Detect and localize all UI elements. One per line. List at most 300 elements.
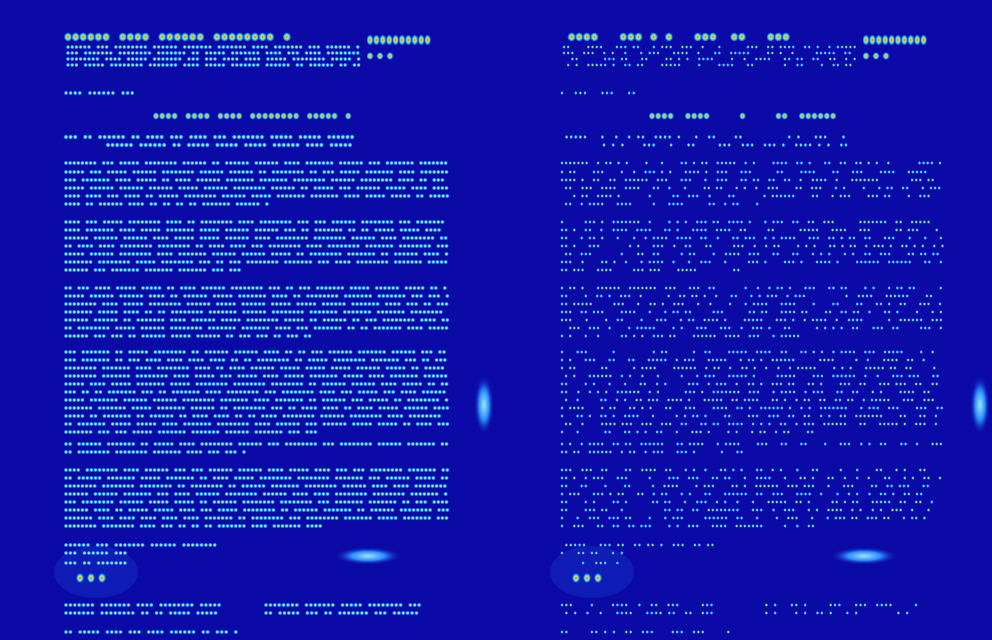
glyph-blob xyxy=(888,406,891,410)
glyph-blob xyxy=(345,134,350,139)
glyph-blob xyxy=(401,310,406,315)
glyph-blob xyxy=(864,260,867,264)
glyph-blob xyxy=(76,194,81,199)
glyph-blob xyxy=(66,45,70,49)
glyph-blob xyxy=(203,186,208,191)
glyph-blob xyxy=(356,57,360,61)
glyph-blob xyxy=(110,422,115,427)
glyph-blob xyxy=(393,442,398,447)
glyph-blob xyxy=(399,35,406,46)
glyph-blob xyxy=(373,194,378,199)
glyph-blob xyxy=(136,603,141,608)
glyph-blob xyxy=(199,430,204,435)
glyph-blob xyxy=(110,310,115,315)
glyph-blob xyxy=(768,350,771,354)
glyph-blob xyxy=(747,382,750,386)
glyph-blob xyxy=(76,398,81,403)
glyph-blob xyxy=(224,442,229,447)
glyph-blob xyxy=(885,294,888,298)
glyph-blob xyxy=(430,310,435,315)
glyph-blob xyxy=(237,161,242,166)
glyph-blob xyxy=(101,268,106,273)
glyph-blob xyxy=(292,500,297,505)
glyph-blob xyxy=(177,374,182,379)
glyph-blob xyxy=(241,484,246,489)
glyph-blob xyxy=(700,236,703,240)
glyph-blob xyxy=(192,390,197,395)
glyph-blob xyxy=(270,252,275,257)
glyph-blob xyxy=(792,374,795,378)
glyph-blob xyxy=(279,294,284,299)
glyph-blob xyxy=(102,202,107,207)
glyph-blob xyxy=(560,310,563,314)
glyph-blob xyxy=(176,142,181,147)
glyph-blob xyxy=(401,611,406,616)
glyph-blob xyxy=(194,268,199,273)
glyph-blob xyxy=(257,326,262,331)
glyph-blob xyxy=(404,358,409,363)
glyph-blob xyxy=(380,236,385,241)
glyph-blob xyxy=(437,406,442,411)
glyph-blob xyxy=(436,302,441,307)
glyph-blob xyxy=(194,326,199,331)
glyph-blob xyxy=(715,358,718,362)
glyph-blob xyxy=(102,244,107,249)
glyph-blob xyxy=(187,516,192,521)
glyph-blob xyxy=(829,57,832,61)
glyph-blob xyxy=(304,326,309,331)
glyph-blob xyxy=(584,334,587,338)
glyph-blob xyxy=(397,178,402,183)
glyph-blob xyxy=(428,366,433,371)
glyph-blob xyxy=(633,170,636,174)
glyph-blob xyxy=(564,318,567,322)
glyph-blob xyxy=(115,220,120,225)
glyph-blob xyxy=(581,186,584,190)
glyph-blob xyxy=(88,51,92,55)
glyph-blob xyxy=(151,374,156,379)
glyph-blob xyxy=(906,358,909,362)
glyph-blob xyxy=(840,310,843,314)
glyph-blob xyxy=(291,484,296,489)
glyph-blob xyxy=(385,476,390,481)
glyph-blob xyxy=(571,57,574,61)
glyph-blob xyxy=(573,194,576,198)
glyph-blob xyxy=(845,294,848,298)
glyph-blob xyxy=(72,406,77,411)
glyph-blob xyxy=(368,442,373,447)
glyph-blob xyxy=(300,500,305,505)
glyph-blob xyxy=(310,244,315,249)
glyph-blob xyxy=(152,318,157,323)
glyph-blob xyxy=(712,220,715,224)
glyph-blob xyxy=(71,32,79,41)
glyph-blob xyxy=(640,51,643,55)
glyph-blob xyxy=(101,326,106,331)
glyph-blob xyxy=(262,422,267,427)
glyph-blob xyxy=(756,252,759,256)
glyph-blob xyxy=(940,406,943,410)
glyph-blob xyxy=(329,302,334,307)
glyph-blob xyxy=(367,310,372,315)
glyph-blob xyxy=(851,178,854,182)
glyph-blob xyxy=(418,35,425,46)
glyph-blob xyxy=(828,252,831,256)
glyph-blob xyxy=(649,302,652,306)
glyph-blob xyxy=(355,398,360,403)
glyph-blob xyxy=(206,484,211,489)
glyph-blob xyxy=(93,252,98,257)
glyph-blob xyxy=(309,603,314,608)
glyph-blob xyxy=(305,442,310,447)
glyph-blob xyxy=(310,390,315,395)
glyph-blob xyxy=(101,450,106,455)
glyph-blob xyxy=(262,492,267,497)
glyph-blob xyxy=(913,244,916,248)
glyph-blob xyxy=(738,51,741,55)
glyph-blob xyxy=(84,430,89,435)
glyph-blob xyxy=(355,476,360,481)
glyph-blob xyxy=(377,194,382,199)
glyph-blob xyxy=(298,286,303,291)
glyph-blob xyxy=(357,390,362,395)
glyph-blob xyxy=(279,468,284,473)
glyph-blob xyxy=(564,398,567,402)
glyph-blob xyxy=(616,318,619,322)
glyph-blob xyxy=(836,170,839,174)
glyph-blob xyxy=(222,57,226,61)
glyph-blob xyxy=(308,382,313,387)
glyph-blob xyxy=(347,142,352,147)
glyph-blob xyxy=(165,186,170,191)
glyph-blob xyxy=(440,500,445,505)
glyph-blob xyxy=(182,51,186,55)
glyph-blob xyxy=(661,112,667,119)
glyph-blob xyxy=(915,220,918,224)
glyph-blob xyxy=(564,161,567,165)
glyph-blob xyxy=(114,492,119,497)
glyph-blob xyxy=(560,161,563,165)
glyph-blob xyxy=(743,398,746,402)
glyph-blob xyxy=(766,294,769,298)
glyph-blob xyxy=(169,414,174,419)
glyph-blob xyxy=(119,334,124,339)
glyph-blob xyxy=(355,236,360,241)
glyph-blob xyxy=(383,390,388,395)
glyph-blob xyxy=(220,268,225,273)
glyph-blob xyxy=(343,374,348,379)
glyph-blob xyxy=(760,350,763,354)
glyph-blob xyxy=(672,202,675,206)
glyph-blob xyxy=(343,468,348,473)
glyph-blob xyxy=(220,260,225,265)
glyph-blob xyxy=(389,244,394,249)
glyph-blob xyxy=(80,334,85,339)
glyph-blob xyxy=(696,220,699,224)
glyph-blob xyxy=(347,51,351,55)
glyph-blob xyxy=(819,135,823,139)
glyph-blob xyxy=(271,508,276,513)
glyph-blob xyxy=(718,45,721,49)
glyph-blob xyxy=(860,318,863,322)
glyph-blob xyxy=(131,492,136,497)
glyph-blob xyxy=(405,611,410,616)
glyph-blob xyxy=(258,366,263,371)
glyph-blob xyxy=(199,45,203,49)
glyph-blob xyxy=(110,374,115,379)
glyph-blob xyxy=(130,91,134,96)
glyph-blob xyxy=(196,358,201,363)
glyph-blob xyxy=(80,260,85,265)
glyph-blob xyxy=(291,611,296,616)
glyph-blob xyxy=(132,430,137,435)
glyph-blob xyxy=(183,286,188,291)
glyph-blob xyxy=(80,268,85,273)
glyph-blob xyxy=(276,286,281,291)
glyph-blob xyxy=(445,422,450,427)
glyph-blob xyxy=(340,134,345,139)
glyph-blob xyxy=(166,358,171,363)
glyph-blob xyxy=(374,350,379,355)
glyph-blob xyxy=(684,390,687,394)
glyph-blob xyxy=(564,260,567,264)
glyph-blob xyxy=(703,398,706,402)
glyph-blob xyxy=(688,252,691,256)
glyph-blob xyxy=(906,186,909,190)
glyph-blob xyxy=(393,516,398,521)
glyph-blob xyxy=(208,468,213,473)
glyph-blob xyxy=(68,161,73,166)
glyph-blob xyxy=(266,57,270,61)
glyph-blob xyxy=(573,302,576,306)
glyph-blob xyxy=(265,326,270,331)
glyph-blob xyxy=(569,286,572,290)
glyph-blob xyxy=(258,294,263,299)
glyph-blob xyxy=(212,310,217,315)
glyph-blob xyxy=(673,366,676,370)
glyph-blob xyxy=(235,63,239,67)
glyph-blob xyxy=(421,390,426,395)
glyph-blob xyxy=(678,57,681,61)
glyph-blob xyxy=(126,366,131,371)
glyph-blob xyxy=(81,390,86,395)
glyph-blob xyxy=(274,112,280,119)
glyph-blob xyxy=(377,294,382,299)
glyph-blob xyxy=(420,220,425,225)
glyph-blob xyxy=(756,302,759,306)
glyph-blob xyxy=(205,630,210,635)
glyph-blob xyxy=(64,350,69,355)
glyph-blob xyxy=(221,286,226,291)
glyph-blob xyxy=(327,508,332,513)
glyph-blob xyxy=(128,244,133,249)
glyph-blob xyxy=(904,260,907,264)
glyph-blob xyxy=(292,406,297,411)
glyph-blob xyxy=(210,374,215,379)
glyph-blob xyxy=(123,186,128,191)
glyph-blob xyxy=(324,414,329,419)
glyph-blob xyxy=(85,202,90,207)
glyph-blob xyxy=(270,260,275,265)
glyph-blob xyxy=(576,398,579,402)
glyph-blob xyxy=(415,326,420,331)
glyph-blob xyxy=(181,406,186,411)
glyph-blob xyxy=(68,476,73,481)
glyph-blob xyxy=(740,374,743,378)
glyph-blob xyxy=(119,161,124,166)
glyph-blob xyxy=(776,374,779,378)
glyph-blob xyxy=(800,260,803,264)
glyph-blob xyxy=(313,422,318,427)
glyph-blob xyxy=(168,603,173,608)
glyph-blob xyxy=(841,366,844,370)
glyph-blob xyxy=(434,358,439,363)
glyph-blob xyxy=(106,374,111,379)
glyph-blob xyxy=(564,236,567,240)
glyph-blob xyxy=(605,286,608,290)
glyph-blob xyxy=(377,244,382,249)
glyph-blob xyxy=(433,228,438,233)
glyph-blob xyxy=(368,260,373,265)
glyph-blob xyxy=(308,45,312,49)
glyph-blob xyxy=(423,178,428,183)
glyph-blob xyxy=(80,186,85,191)
glyph-blob xyxy=(238,220,243,225)
glyph-blob xyxy=(378,406,383,411)
glyph-blob xyxy=(340,390,345,395)
glyph-blob xyxy=(190,476,195,481)
glyph-blob xyxy=(183,294,188,299)
glyph-blob xyxy=(665,45,668,49)
glyph-blob xyxy=(76,260,81,265)
glyph-blob xyxy=(87,630,92,635)
glyph-blob xyxy=(126,45,130,49)
glyph-blob xyxy=(93,476,98,481)
glyph-blob xyxy=(617,286,620,290)
glyph-blob xyxy=(677,268,680,272)
glyph-blob xyxy=(216,468,221,473)
glyph-blob xyxy=(80,161,85,166)
glyph-blob xyxy=(296,374,301,379)
glyph-blob xyxy=(348,390,353,395)
glyph-blob xyxy=(217,112,223,119)
glyph-blob xyxy=(95,630,100,635)
glyph-blob xyxy=(88,374,93,379)
glyph-blob xyxy=(182,161,187,166)
glyph-blob xyxy=(160,484,165,489)
glyph-blob xyxy=(127,186,132,191)
glyph-blob xyxy=(224,294,229,299)
glyph-blob xyxy=(91,551,96,556)
glyph-blob xyxy=(648,228,651,232)
glyph-blob xyxy=(242,508,247,513)
glyph-blob xyxy=(288,476,293,481)
glyph-blob xyxy=(569,161,572,165)
glyph-blob xyxy=(407,406,412,411)
glyph-blob xyxy=(93,492,98,497)
glyph-blob xyxy=(692,390,695,394)
glyph-blob xyxy=(293,508,298,513)
glyph-blob xyxy=(119,516,124,521)
glyph-blob xyxy=(182,476,187,481)
glyph-blob xyxy=(927,220,930,224)
glyph-blob xyxy=(132,194,137,199)
glyph-blob xyxy=(430,492,435,497)
glyph-blob xyxy=(359,500,364,505)
glyph-blob xyxy=(96,561,101,566)
glyph-blob xyxy=(608,294,611,298)
glyph-blob xyxy=(277,603,282,608)
glyph-blob xyxy=(381,244,386,249)
glyph-blob xyxy=(312,382,317,387)
glyph-blob xyxy=(156,374,161,379)
glyph-blob xyxy=(282,45,286,49)
glyph-blob xyxy=(872,350,875,354)
glyph-blob xyxy=(660,161,663,165)
glyph-blob xyxy=(132,334,137,339)
glyph-blob xyxy=(628,63,631,67)
glyph-blob xyxy=(936,374,939,378)
glyph-blob xyxy=(153,334,158,339)
glyph-blob xyxy=(648,260,651,264)
glyph-blob xyxy=(187,45,191,49)
glyph-blob xyxy=(169,430,174,435)
glyph-blob xyxy=(368,186,373,191)
glyph-blob xyxy=(169,170,174,175)
glyph-blob xyxy=(334,142,339,147)
glyph-blob xyxy=(321,63,325,67)
glyph-blob xyxy=(779,51,782,55)
glyph-blob xyxy=(165,302,170,307)
glyph-blob xyxy=(179,202,184,207)
glyph-blob xyxy=(201,630,206,635)
glyph-blob xyxy=(888,302,891,306)
glyph-blob xyxy=(327,244,332,249)
glyph-blob xyxy=(174,134,179,139)
glyph-blob xyxy=(576,350,579,354)
glyph-blob xyxy=(76,268,81,273)
glyph-blob xyxy=(560,358,563,362)
glyph-blob xyxy=(106,220,111,225)
glyph-blob xyxy=(220,294,225,299)
glyph-blob xyxy=(225,334,230,339)
glyph-blob xyxy=(131,186,136,191)
glyph-blob xyxy=(665,57,668,61)
glyph-blob xyxy=(838,398,841,402)
glyph-blob xyxy=(748,252,751,256)
glyph-blob xyxy=(203,430,208,435)
glyph-blob xyxy=(927,194,930,198)
glyph-blob xyxy=(194,484,199,489)
glyph-blob xyxy=(287,51,291,55)
glyph-blob xyxy=(76,161,81,166)
glyph-blob xyxy=(637,135,641,139)
glyph-blob xyxy=(424,35,431,46)
glyph-blob xyxy=(415,398,420,403)
glyph-blob xyxy=(604,57,607,61)
glyph-blob xyxy=(414,382,419,387)
glyph-blob xyxy=(338,161,343,166)
glyph-blob xyxy=(653,268,656,272)
glyph-blob xyxy=(636,45,639,49)
glyph-blob xyxy=(397,366,402,371)
glyph-blob xyxy=(705,161,708,165)
glyph-blob xyxy=(420,414,425,419)
glyph-blob xyxy=(820,51,823,55)
glyph-blob xyxy=(139,294,144,299)
glyph-blob xyxy=(811,228,814,232)
glyph-blob xyxy=(696,374,699,378)
